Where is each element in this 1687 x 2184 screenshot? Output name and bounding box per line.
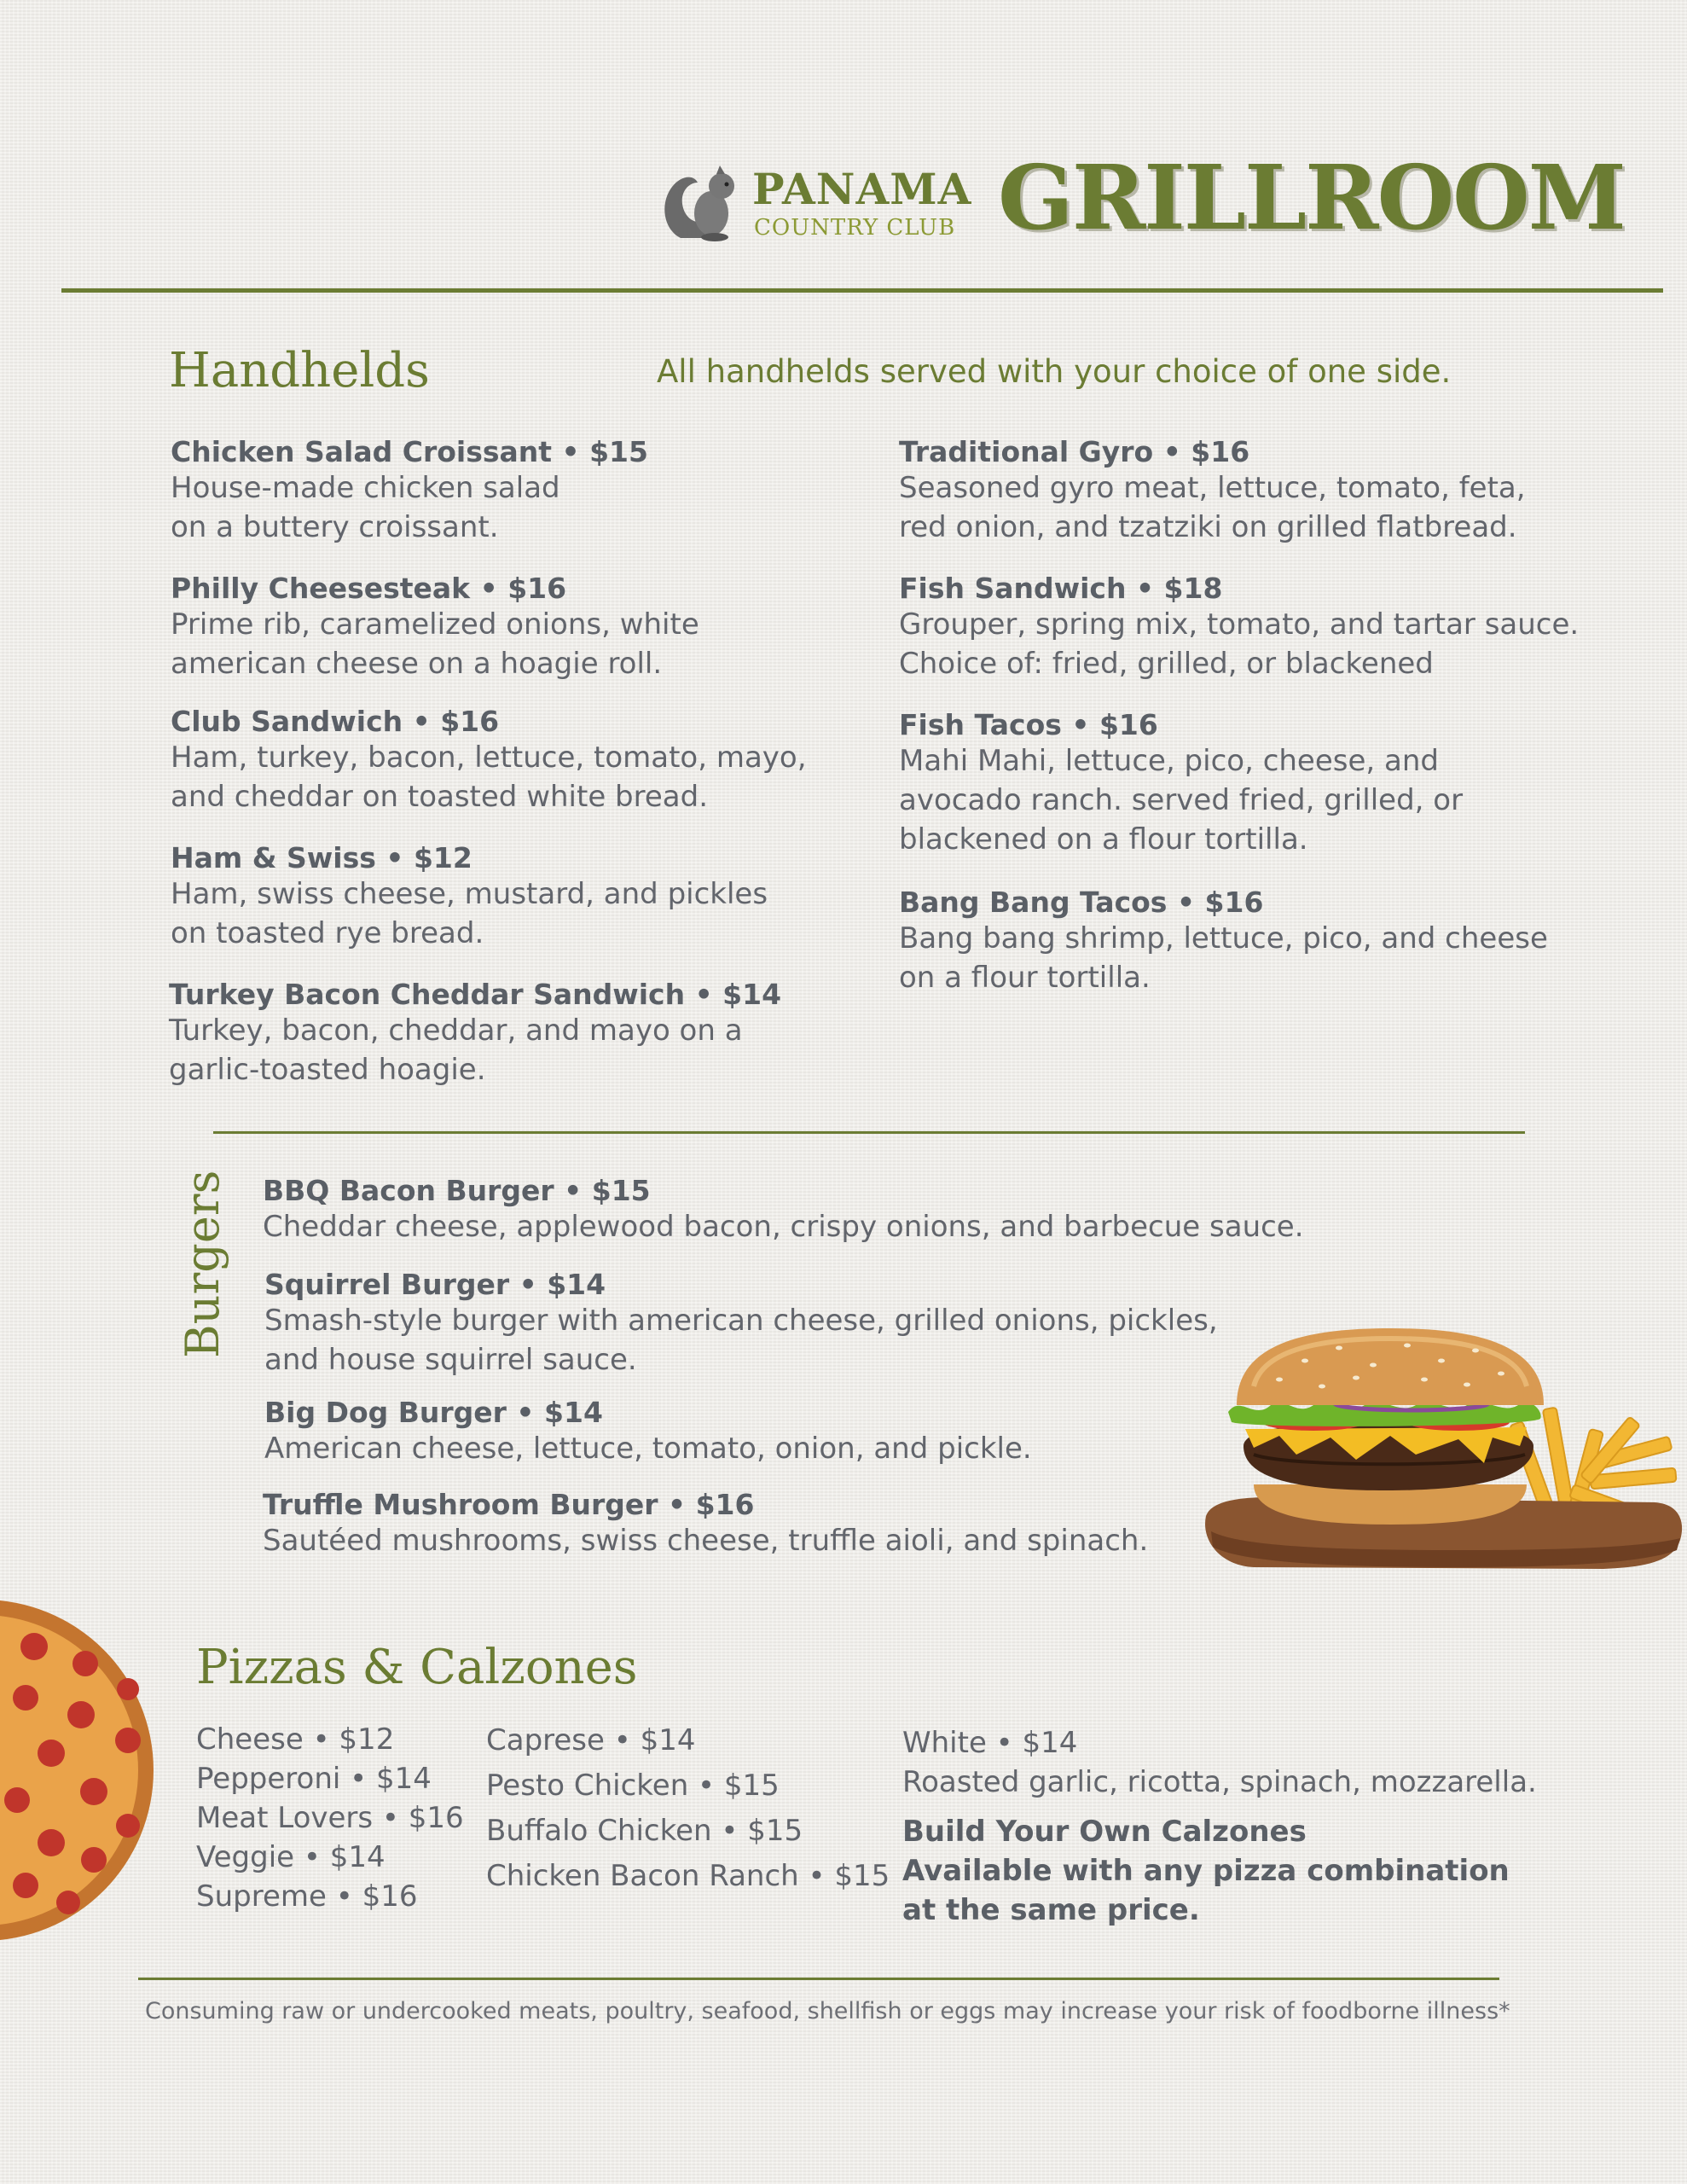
list-item: Caprese • $14 bbox=[486, 1723, 696, 1757]
item-desc: Turkey, bacon, cheddar, and mayo on a bbox=[169, 1014, 743, 1048]
item-name: Ham & Swiss • $12 bbox=[171, 841, 472, 874]
item-name: Club Sandwich • $16 bbox=[171, 705, 500, 738]
item-desc: Choice of: fried, grilled, or blackened bbox=[899, 647, 1434, 681]
menu-item bbox=[171, 841, 768, 953]
item-name: BBQ Bacon Burger • $15 bbox=[263, 1174, 651, 1207]
footer-divider bbox=[138, 1978, 1499, 1980]
item-desc: American cheese, lettuce, tomato, onion, and pickle. bbox=[264, 1432, 1032, 1466]
item-desc: Ham, turkey, bacon, lettuce, tomato, mayo, bbox=[171, 741, 807, 775]
item-name: Chicken Salad Croissant • $15 bbox=[171, 435, 648, 468]
list-item: Supreme • $16 bbox=[196, 1879, 418, 1914]
item-desc: red onion, and tzatziki on grilled flatbread. bbox=[899, 510, 1517, 544]
menu-item bbox=[263, 1174, 1304, 1246]
item-name: Traditional Gyro • $16 bbox=[899, 435, 1250, 468]
item-name: Philly Cheesesteak • $16 bbox=[171, 572, 567, 605]
pizzas-title: Pizzas & Calzones bbox=[196, 1640, 638, 1695]
pizza-column-1 bbox=[196, 1720, 464, 1916]
brand-name: PANAMA bbox=[752, 164, 972, 214]
item-desc: and house squirrel sauce. bbox=[264, 1343, 637, 1377]
menu-item bbox=[171, 435, 648, 547]
header-divider bbox=[61, 288, 1663, 293]
menu-item bbox=[899, 708, 1463, 859]
item-desc: Smash-style burger with american cheese, grilled onions, pickles, bbox=[264, 1304, 1218, 1338]
pepperoni-pizza-image bbox=[0, 1595, 162, 1945]
item-desc: Prime rib, caramelized onions, white bbox=[171, 607, 699, 642]
item-desc: and cheddar on toasted white bread. bbox=[171, 780, 709, 814]
item-name: Fish Sandwich • $18 bbox=[899, 572, 1223, 605]
calzone-note: Available with any pizza combination bbox=[902, 1854, 1510, 1888]
brand-subtitle: COUNTRY CLUB bbox=[754, 215, 956, 241]
menu-item bbox=[171, 705, 807, 816]
menu-item bbox=[171, 572, 699, 683]
footer-disclaimer: Consuming raw or undercooked meats, poultry, seafood, shellfish or eggs may increase your risk of foodborne illness* bbox=[145, 1998, 1510, 2024]
squirrel-icon bbox=[655, 157, 744, 246]
handhelds-title: Handhelds bbox=[169, 343, 430, 398]
menu-item bbox=[264, 1268, 1218, 1380]
item-name: Fish Tacos • $16 bbox=[899, 708, 1158, 741]
item-desc: Seasoned gyro meat, lettuce, tomato, feta, bbox=[899, 471, 1526, 505]
item-desc: blackened on a flour tortilla. bbox=[899, 822, 1308, 857]
item-desc: Mahi Mahi, lettuce, pico, cheese, and bbox=[899, 744, 1439, 778]
burgers-title: Burgers bbox=[176, 1170, 229, 1358]
pizza-column-2 bbox=[486, 1718, 890, 1899]
burger-and-fries-image bbox=[1203, 1327, 1687, 1600]
item-desc: on toasted rye bread. bbox=[171, 916, 484, 950]
item-name: Squirrel Burger • $14 bbox=[264, 1268, 606, 1301]
item-desc: on a buttery croissant. bbox=[171, 510, 499, 544]
item-name: Turkey Bacon Cheddar Sandwich • $14 bbox=[169, 978, 782, 1011]
section-divider bbox=[213, 1131, 1525, 1134]
menu-item bbox=[169, 978, 781, 1089]
list-item: Cheese • $12 bbox=[196, 1722, 395, 1757]
page-title: GRILLROOM bbox=[998, 145, 1625, 250]
menu-item bbox=[899, 572, 1579, 683]
item-desc: Cheddar cheese, applewood bacon, crispy onions, and barbecue sauce. bbox=[263, 1210, 1304, 1244]
calzone-note: at the same price. bbox=[902, 1893, 1200, 1927]
list-item: Buffalo Chicken • $15 bbox=[486, 1814, 803, 1848]
item-desc: Sautéed mushrooms, swiss cheese, truffle aioli, and spinach. bbox=[263, 1524, 1149, 1558]
list-item: Veggie • $14 bbox=[196, 1840, 386, 1874]
item-name: Truffle Mushroom Burger • $16 bbox=[263, 1488, 755, 1521]
item-desc: Bang bang shrimp, lettuce, pico, and cheese bbox=[899, 921, 1548, 956]
item-desc: Grouper, spring mix, tomato, and tartar sauce. bbox=[899, 607, 1580, 642]
pizza-column-3 bbox=[902, 1723, 1537, 1930]
menu-item bbox=[263, 1488, 1148, 1560]
list-item: White • $14 bbox=[902, 1726, 1078, 1760]
list-item: Meat Lovers • $16 bbox=[196, 1801, 464, 1835]
item-name: Bang Bang Tacos • $16 bbox=[899, 886, 1264, 919]
list-item: Chicken Bacon Ranch • $15 bbox=[486, 1859, 890, 1893]
calzone-note: Build Your Own Calzones bbox=[902, 1815, 1307, 1849]
item-desc: Ham, swiss cheese, mustard, and pickles bbox=[171, 877, 768, 911]
menu-item bbox=[899, 435, 1526, 547]
item-desc: House-made chicken salad bbox=[171, 471, 560, 505]
list-item: Pesto Chicken • $15 bbox=[486, 1769, 780, 1803]
item-desc: on a flour tortilla. bbox=[899, 961, 1151, 995]
item-desc: garlic-toasted hoagie. bbox=[169, 1053, 486, 1087]
item-desc: Roasted garlic, ricotta, spinach, mozzarella. bbox=[902, 1765, 1537, 1799]
item-desc: american cheese on a hoagie roll. bbox=[171, 647, 663, 681]
menu-item bbox=[899, 886, 1548, 997]
item-desc: avocado ranch. served fried, grilled, or bbox=[899, 783, 1464, 817]
handhelds-note: All handhelds served with your choice of one side. bbox=[657, 353, 1452, 390]
item-name: Big Dog Burger • $14 bbox=[264, 1396, 603, 1429]
list-item: Pepperoni • $14 bbox=[196, 1762, 432, 1796]
menu-item bbox=[264, 1396, 1032, 1468]
